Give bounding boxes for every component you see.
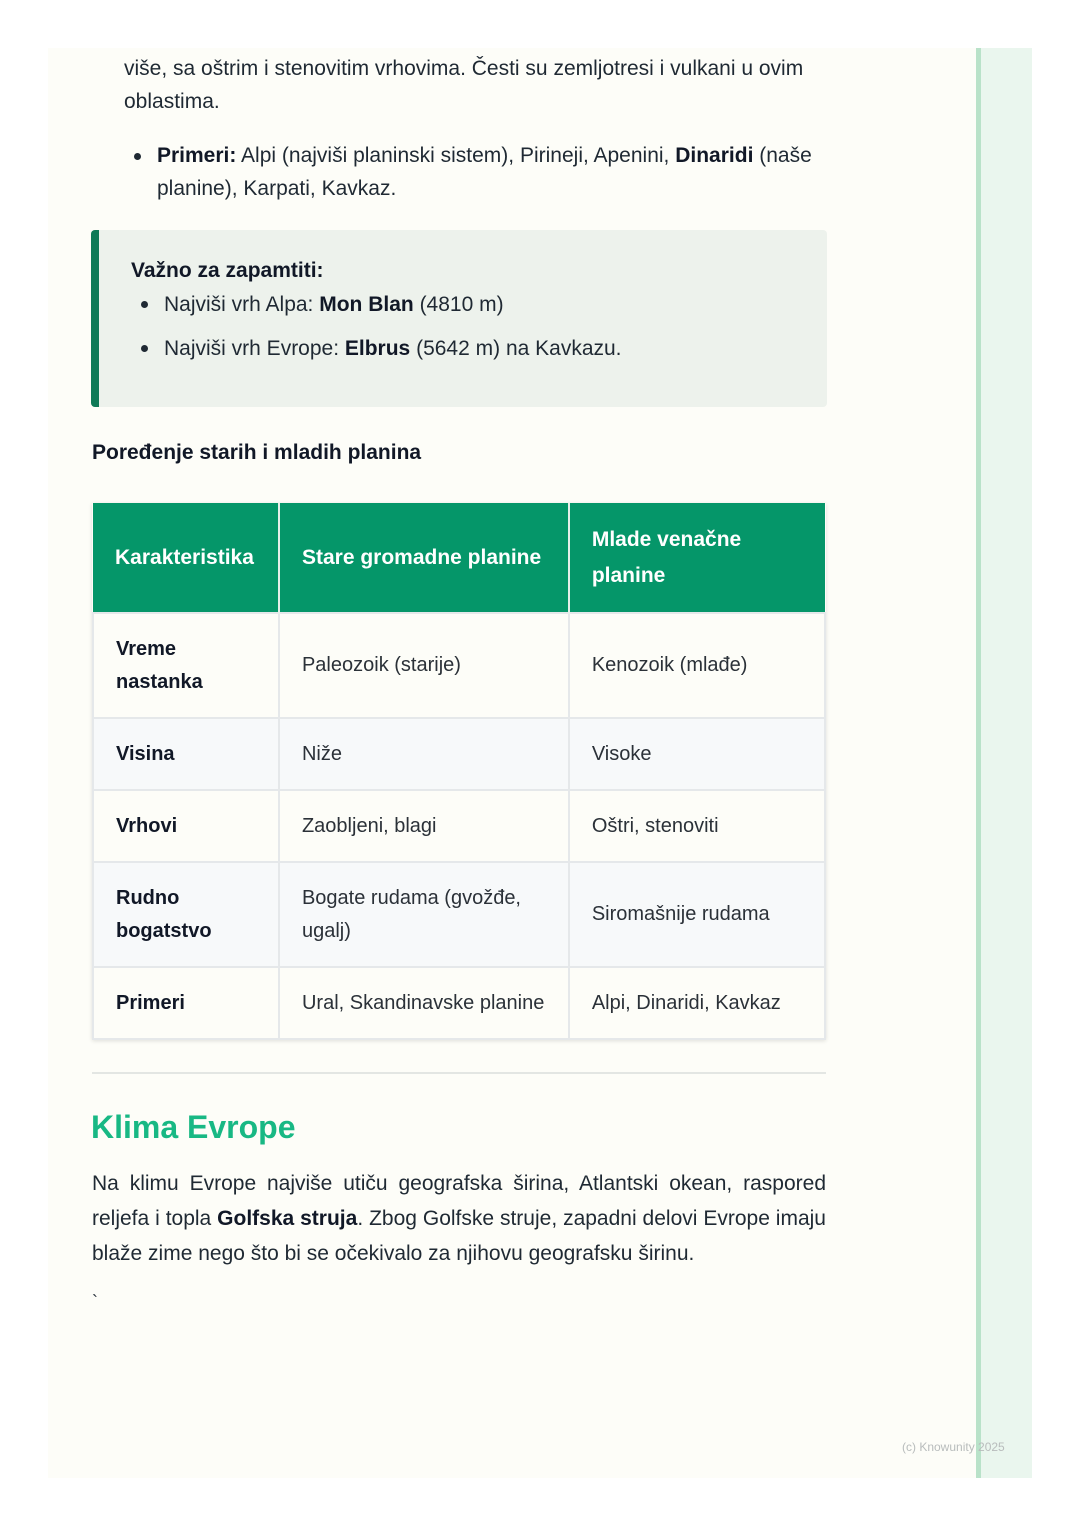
callout-item (164, 290, 504, 320)
climate-text-1: Na klimu Evrope najviše utiču geografska širina, Atlantski okean, raspored reljefa i topla (92, 1172, 826, 1230)
stray-character: ` (92, 1292, 98, 1312)
table-row (93, 862, 825, 967)
callout-item-suffix: (4810 m) (413, 293, 504, 316)
callout-accent-bar (91, 230, 99, 407)
table-row (93, 967, 825, 1039)
table-cell: Niže (279, 718, 569, 790)
table-row-header: Rudno bogatstvo (93, 862, 279, 967)
table-header-cell: Mlade venačne planine (569, 503, 825, 613)
table-cell: Siromašnije rudama (569, 862, 825, 967)
table-row-header: Vrhovi (93, 790, 279, 862)
table-row (93, 718, 825, 790)
callout-item-prefix: Najviši vrh Alpa: (164, 293, 320, 316)
climate-heading: Klima Evrope (91, 1109, 296, 1145)
table-row (93, 613, 825, 718)
table-row-header: Vreme nastanka (93, 613, 279, 718)
side-panel (981, 48, 1032, 1478)
table-header-cell: Karakteristika (93, 503, 279, 613)
table-cell: Visoke (569, 718, 825, 790)
bullet-dot (141, 301, 148, 308)
table-row-header: Primeri (93, 967, 279, 1039)
table-header-row (93, 503, 825, 613)
examples-label: Primeri: (157, 144, 237, 167)
climate-text-2: . Zbog Golfske struje, zapadni delovi Evrope imaju blaže zime nego što bi se očekivalo za njihovu geografsku širinu. (92, 1207, 826, 1265)
table-header-cell: Stare gromadne planine (279, 503, 569, 613)
callout-item-bold: Mon Blan (319, 293, 414, 316)
table-cell: Kenozoik (mlađe) (569, 613, 825, 718)
examples-bullet (157, 139, 829, 205)
bullet-dot (134, 153, 141, 160)
bullet-dot (141, 345, 148, 352)
table-cell: Zaobljeni, blagi (279, 790, 569, 862)
table-cell: Ural, Skandinavske planine (279, 967, 569, 1039)
callout-title: Važno za zapamtiti: (131, 259, 324, 282)
important-callout (91, 230, 827, 407)
callout-item-prefix: Najviši vrh Evrope: (164, 337, 345, 360)
section-divider (92, 1072, 826, 1074)
examples-text-1: Alpi (najviši planinski sistem), Pirineji, Apenini, (236, 144, 676, 167)
table-cell: Paleozoik (starije) (279, 613, 569, 718)
table-row (93, 790, 825, 862)
examples-text-2: (naše planine), Karpati, Kavkaz. (157, 144, 812, 200)
table-cell: Oštri, stenoviti (569, 790, 825, 862)
climate-paragraph (92, 1166, 826, 1271)
callout-item (164, 334, 622, 364)
callout-item-suffix: (5642 m) na Kavkazu. (410, 337, 622, 360)
examples-bold: Dinaridi (675, 144, 754, 167)
climate-bold: Golfska struja (217, 1207, 358, 1230)
copyright-footer: (c) Knowunity 2025 (902, 1440, 1005, 1454)
comparison-heading: Poređenje starih i mladih planina (92, 441, 422, 464)
table-row-header: Visina (93, 718, 279, 790)
callout-item-bold: Elbrus (344, 337, 411, 360)
table-cell: Bogate rudama (gvožđe, ugalj) (279, 862, 569, 967)
comparison-table (92, 503, 826, 1040)
table-cell: Alpi, Dinaridi, Kavkaz (569, 967, 825, 1039)
intro-paragraph: više, sa oštrim i stenovitim vrhovima. Česti su zemljotresi i vulkani u ovim oblastima. (124, 57, 804, 113)
